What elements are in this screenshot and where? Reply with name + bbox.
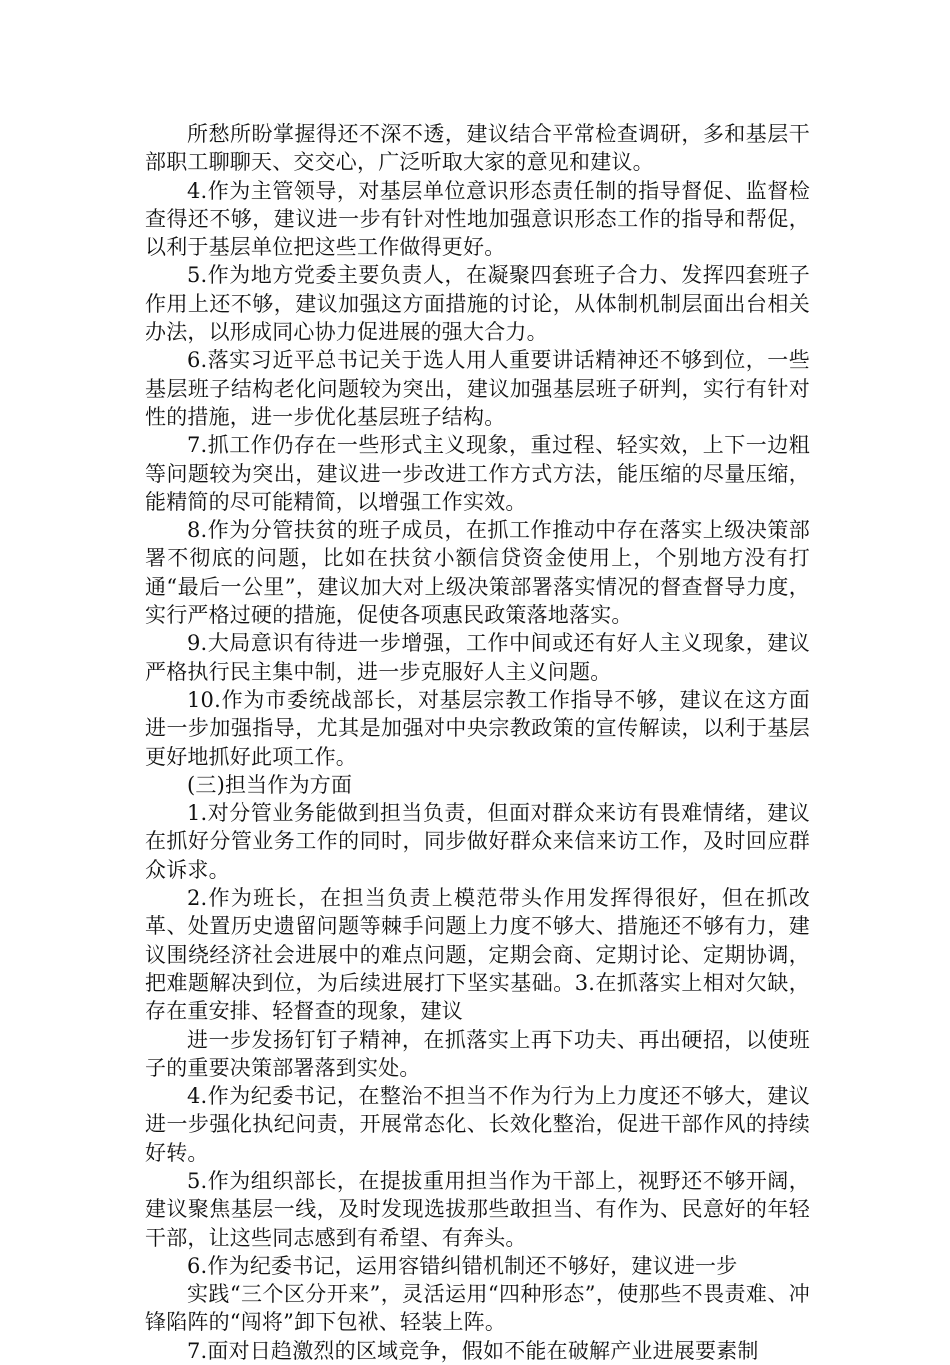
paragraph: 7.面对日趋激烈的区域竞争，假如不能在破解产业进展要素制 — [187, 1338, 759, 1363]
paragraph: 5.作为组织部长，在提拔重用担当作为干部上，视野还不够开阔，建议聚焦基层一线，及时发现选拔那些敢担当、有作为、民意好的年轻干部，让这些同志感到有希望、有奔头。 — [145, 1168, 810, 1250]
document-body — [145, 120, 810, 1365]
paragraph: 7.抓工作仍存在一些形式主义现象，重过程、轻实效，上下一边粗等问题较为突出，建议进一步改进工作方式方法，能压缩的尽量压缩，能精简的尽可能精简，以增强工作实效。 — [145, 433, 810, 514]
paragraph: 6.落实习近平总书记关于选人用人重要讲话精神还不够到位，一些基层班子结构老化问题较为突出，建议加强基层班子研判，实行有针对性的措施，进一步优化基层班子结构。 — [145, 348, 810, 429]
paragraph: 实践“三个区分开来”，灵活运用“四种形态”，使那些不畏责难、冲锋陷阵的“闯将”卸下包袱、轻装上阵。 — [145, 1282, 810, 1335]
paragraph: 所愁所盼掌握得还不深不透，建议结合平常检查调研，多和基层干部职工聊聊天、交交心，广泛听取大家的意见和建议。 — [145, 122, 810, 175]
paragraph: 2.作为班长，在担当负责上模范带头作用发挥得很好，但在抓改革、处置历史遗留问题等棘手问题上力度不够大、措施还不够有力，建议围绕经济社会进展中的难点问题，定期会商、定期讨论、定期协调，把难题解决到位，为后续进展打下坚实基础。3.在抓落实上相对欠缺，存在重安排、轻督查的现象，建议 — [145, 886, 810, 1024]
paragraph: 4.作为主管领导，对基层单位意识形态责任制的指导督促、监督检查得还不够，建议进一步有针对性地加强意识形态工作的指导和帮促，以利于基层单位把这些工作做得更好。 — [145, 178, 810, 260]
paragraph: 5.作为地方党委主要负责人，在凝聚四套班子合力、发挥四套班子作用上还不够，建议加强这方面措施的讨论，从体制机制层面出台相关办法，以形成同心协力促进展的强大合力。 — [145, 263, 810, 345]
paragraph: 4.作为纪委书记，在整治不担当不作为行为上力度还不够大，建议进一步强化执纪问责，开展常态化、长效化整治，促进干部作风的持续好转。 — [145, 1084, 810, 1165]
paragraph: 9.大局意识有待进一步增强，工作中间或还有好人主义现象，建议严格执行民主集中制，进一步克服好人主义问题。 — [145, 631, 810, 684]
section-heading: (三)担当作为方面 — [187, 772, 353, 797]
paragraph: 10.作为市委统战部长，对基层宗教工作指导不够，建议在这方面进一步加强指导，尤其是加强对中央宗教政策的宣传解读，以利于基层更好地抓好此项工作。 — [145, 687, 810, 769]
paragraph: 8.作为分管扶贫的班子成员，在抓工作推动中存在落实上级决策部署不彻底的问题，比如在扶贫小额信贷资金使用上，个别地方没有打通“最后一公里”，建议加大对上级决策部署落实情况的督查督导力度，实行严格过硬的措施，促使各项惠民政策落地落实。 — [145, 518, 810, 628]
paragraph: 6.作为纪委书记，运用容错纠错机制还不够好，建议进一步 — [187, 1253, 738, 1278]
paragraph: 1.对分管业务能做到担当负责，但面对群众来访有畏难情绪，建议在抓好分管业务工作的同时，同步做好群众来信来访工作，及时回应群众诉求。 — [145, 801, 810, 882]
paragraph: 进一步发扬钉钉子精神，在抓落实上再下功夫、再出硬招，以使班子的重要决策部署落到实处。 — [145, 1027, 810, 1080]
